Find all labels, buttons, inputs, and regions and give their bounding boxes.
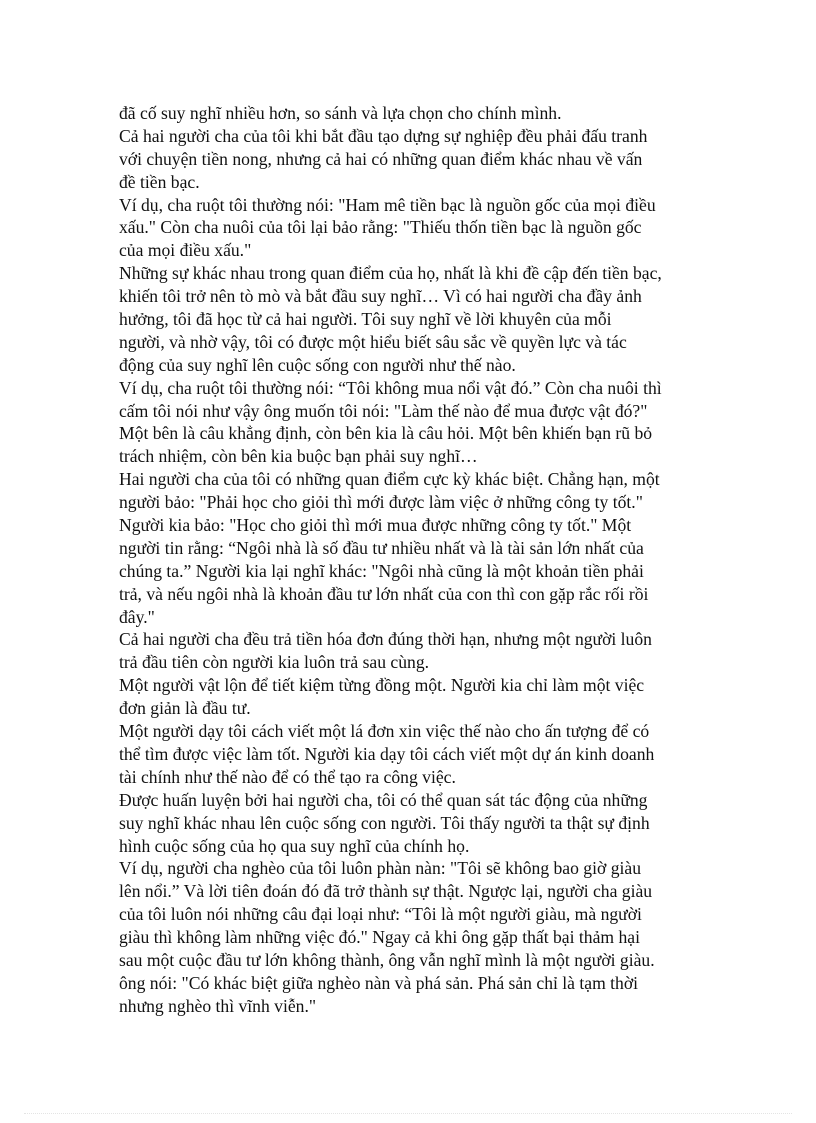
text-line: với chuyện tiền nong, nhưng cả hai có những quan điểm khác nhau về vấn [119,148,643,169]
text-line: xấu." Còn cha nuôi của tôi lại bảo rằng: "Thiếu thốn tiền bạc là nguồn gốc [119,217,642,238]
text-line: tài chính như thế nào để có thể tạo ra công việc. [119,766,456,787]
text-line: thể tìm được việc làm tốt. Người kia dạy tôi cách viết một dự án kinh doanh [119,743,655,764]
text-line: đây." [119,606,155,627]
text-line: Ví dụ, cha ruột tôi thường nói: "Ham mê tiền bạc là nguồn gốc của mọi điều [119,194,656,215]
text-line: sau một cuộc đầu tư lớn không thành, ông vẫn nghĩ mình là một người giàu. [119,949,655,970]
text-line: cấm tôi nói như vậy ông muốn tôi nói: "Làm thế nào để mua được vật đó?" [119,400,648,421]
text-line: suy nghĩ khác nhau lên cuộc sống con người. Tôi thấy người ta thật sự định [119,812,650,833]
text-line: người, và nhờ vậy, tôi có được một hiểu biết sâu sắc về quyền lực và tác [119,331,627,352]
text-line: ông nói: "Có khác biệt giữa nghèo nàn và phá sản. Phá sản chỉ là tạm thời [119,972,639,993]
text-line: khiến tôi trở nên tò mò và bắt đầu suy nghĩ… Vì có hai người cha đầy ảnh [119,286,642,307]
text-line: hình cuộc sống của họ qua suy nghĩ của chính họ. [119,835,470,856]
text-line: Người kia bảo: "Học cho giỏi thì mới mua được những công ty tốt." Một [119,515,632,536]
text-line: Hai người cha của tôi có những quan điểm cực kỳ khác biệt. Chẳng hạn, một [119,469,660,490]
text-line: người bảo: "Phải học cho giỏi thì mới được làm việc ở những công ty tốt." [119,492,643,513]
text-line: Ví dụ, cha ruột tôi thường nói: “Tôi không mua nổi vật đó.” Còn cha nuôi thì [119,377,662,398]
text-line: hưởng, tôi đã học từ cả hai người. Tôi suy nghĩ về lời khuyên của mỗi [119,309,612,330]
text-line: trả, và nếu ngôi nhà là khoản đầu tư lớn nhất của con thì con gặp rắc rối rồi [119,583,649,604]
page-divider [24,1113,792,1114]
text-line: của tôi luôn nói những câu đại loại như: “Tôi là một người giàu, mà người [119,904,642,925]
text-line: Một bên là câu khẳng định, còn bên kia là câu hỏi. Một bên khiến bạn rũ bỏ [119,423,653,444]
text-line: Cả hai người cha đều trả tiền hóa đơn đúng thời hạn, nhưng một người luôn [119,629,652,650]
text-line: Được huấn luyện bởi hai người cha, tôi có thể quan sát tác động của những [119,789,648,810]
text-line: nhưng nghèo thì vĩnh viễn." [119,995,317,1016]
text-line: động của suy nghĩ lên cuộc sống con người như thế nào. [119,354,516,375]
body-text [119,102,699,1018]
text-line: trách nhiệm, còn bên kia buộc bạn phải suy nghĩ… [119,446,478,467]
text-line: của mọi điều xấu." [119,240,252,261]
text-line: lên nổi.” Và lời tiên đoán đó đã trở thành sự thật. Ngược lại, người cha giàu [119,881,653,902]
text-line: Ví dụ, người cha nghèo của tôi luôn phàn nàn: "Tôi sẽ không bao giờ giàu [119,858,641,879]
text-line: giàu thì không làm những việc đó." Ngay cả khi ông gặp thất bại thảm hại [119,927,640,948]
text-line: Một người vật lộn để tiết kiệm từng đồng một. Người kia chỉ làm một việc [119,675,645,696]
text-line: đơn giản là đầu tư. [119,698,251,719]
text-line: Một người dạy tôi cách viết một lá đơn xin việc thế nào cho ấn tượng để có [119,721,650,742]
text-line: trả đầu tiên còn người kia luôn trả sau cùng. [119,652,430,673]
text-line: người tin rằng: “Ngôi nhà là số đầu tư nhiều nhất và là tài sản lớn nhất của [119,537,644,558]
text-line: Cả hai người cha của tôi khi bắt đầu tạo dựng sự nghiệp đều phải đấu tranh [119,125,648,146]
text-line: đã cố suy nghĩ nhiều hơn, so sánh và lựa chọn cho chính mình. [119,103,562,123]
text-line: Những sự khác nhau trong quan điểm của họ, nhất là khi đề cập đến tiền bạc, [119,263,662,284]
text-line: đề tiền bạc. [119,171,200,192]
text-line: chúng ta.” Người kia lại nghĩ khác: "Ngôi nhà cũng là một khoản tiền phải [119,560,644,581]
